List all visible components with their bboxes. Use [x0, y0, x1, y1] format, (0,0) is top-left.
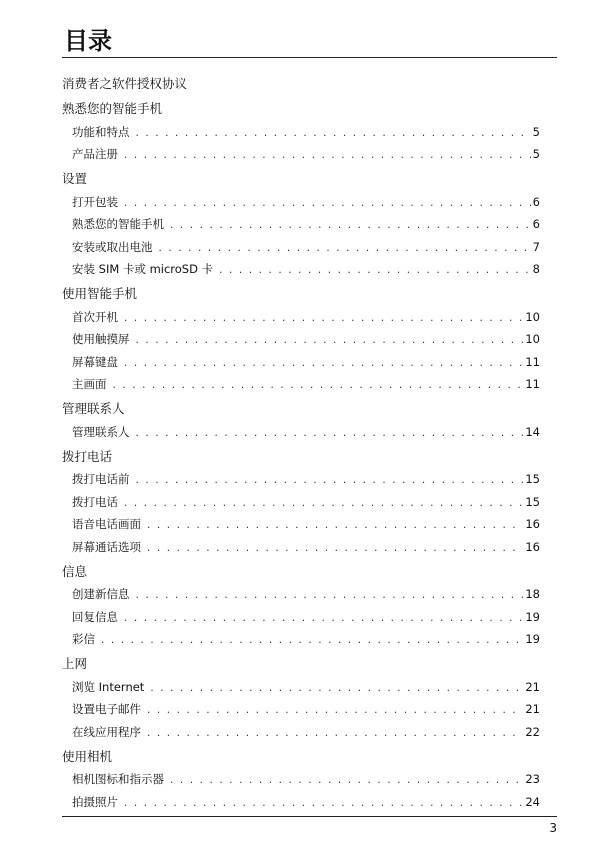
toc-entry-page: 16 — [525, 539, 540, 554]
toc-entry[interactable] — [62, 491, 540, 514]
toc-dot-leader — [136, 122, 531, 145]
table-of-contents — [62, 72, 540, 815]
toc-dot-leader — [147, 722, 523, 745]
toc-entry[interactable] — [62, 536, 540, 559]
toc-entry[interactable] — [62, 121, 540, 144]
toc-entry-page: 8 — [532, 262, 540, 276]
toc-entry[interactable] — [62, 768, 540, 791]
toc-entry-label: 设置电子邮件 — [72, 702, 141, 716]
toc-entry[interactable] — [62, 468, 540, 491]
toc-entry-label: 管理联系人 — [72, 424, 130, 439]
toc-dot-leader — [124, 192, 531, 215]
toc-entry-page: 15 — [525, 494, 540, 509]
footer-divider — [62, 816, 557, 817]
toc-entry-label: 屏幕键盘 — [72, 354, 118, 369]
toc-dot-leader — [124, 607, 523, 630]
toc-dot-leader — [113, 374, 524, 397]
toc-entry-label: 浏览 Internet — [72, 679, 145, 694]
toc-entry-label: 彩信 — [72, 632, 95, 646]
title-divider — [62, 57, 557, 58]
toc-entry-label: 在线应用程序 — [72, 724, 141, 739]
toc-section-heading[interactable]: 使用相机 — [62, 748, 113, 764]
toc-dot-leader — [147, 537, 523, 560]
toc-entry[interactable] — [62, 236, 540, 259]
toc-entry[interactable] — [62, 791, 540, 814]
toc-entry-page: 14 — [525, 424, 540, 439]
page-title: 目录 — [64, 27, 112, 55]
toc-dot-leader — [170, 769, 523, 792]
toc-entry[interactable] — [62, 583, 540, 606]
toc-dot-leader — [136, 584, 524, 607]
toc-entry[interactable] — [62, 191, 540, 214]
toc-dot-leader — [147, 514, 523, 537]
toc-dot-leader — [101, 629, 523, 652]
toc-dot-leader — [136, 422, 524, 445]
toc-entry-page: 21 — [525, 702, 540, 716]
toc-entry-label: 安装或取出电池 — [72, 239, 153, 254]
toc-entry-label: 熟悉您的智能手机 — [72, 217, 164, 231]
toc-entry-page: 6 — [532, 194, 540, 209]
toc-section-heading[interactable]: 拨打电话 — [62, 448, 113, 464]
toc-entry-page: 16 — [525, 517, 540, 531]
toc-entry-label: 相机图标和指示器 — [72, 772, 164, 786]
toc-section-heading[interactable]: 设置 — [62, 171, 88, 186]
toc-entry-label: 屏幕通话选项 — [72, 539, 141, 554]
toc-entry-page: 10 — [525, 332, 540, 346]
toc-entry-label: 功能和特点 — [72, 124, 130, 139]
toc-dot-leader — [124, 792, 523, 815]
toc-entry-page: 24 — [525, 794, 540, 809]
toc-entry-label: 产品注册 — [72, 147, 118, 161]
toc-entry-label: 拨打电话 — [72, 494, 118, 509]
toc-entry-label: 主画面 — [72, 377, 107, 391]
toc-entry[interactable] — [62, 351, 540, 374]
toc-entry[interactable] — [62, 721, 540, 744]
toc-dot-leader — [124, 307, 523, 330]
toc-entry[interactable] — [62, 328, 540, 351]
toc-entry-page: 19 — [525, 632, 540, 646]
toc-entry-label: 语音电话画面 — [72, 517, 141, 531]
toc-entry[interactable] — [62, 698, 540, 721]
toc-section-heading[interactable]: 熟悉您的智能手机 — [62, 101, 163, 116]
toc-entry-page: 10 — [525, 309, 540, 324]
toc-dot-leader — [159, 237, 531, 260]
toc-entry-page: 5 — [532, 124, 540, 139]
toc-entry-label: 回复信息 — [72, 609, 118, 624]
toc-entry[interactable] — [62, 143, 540, 166]
toc-dot-leader — [136, 329, 524, 352]
page-number: 3 — [549, 821, 557, 835]
toc-entry[interactable] — [62, 373, 540, 396]
toc-entry-label: 创建新信息 — [72, 587, 130, 601]
toc-entry-label: 拍摄照片 — [72, 794, 118, 809]
toc-dot-leader — [150, 677, 523, 700]
toc-entry[interactable] — [62, 421, 540, 444]
toc-entry-page: 7 — [532, 239, 540, 254]
toc-entry-label: 打开包装 — [72, 194, 118, 209]
toc-entry-page: 19 — [525, 609, 540, 624]
toc-entry-label: 拨打电话前 — [72, 472, 130, 486]
toc-section-heading[interactable]: 管理联系人 — [62, 401, 125, 416]
toc-section-heading[interactable]: 消费者之软件授权协议 — [62, 76, 188, 91]
toc-section-heading[interactable]: 上网 — [62, 656, 88, 671]
toc-dot-leader — [136, 469, 524, 492]
toc-entry[interactable] — [62, 606, 540, 629]
toc-entry-page: 6 — [532, 217, 540, 231]
toc-entry-page: 22 — [525, 724, 540, 739]
toc-entry-page: 11 — [525, 354, 540, 369]
toc-dot-leader — [124, 144, 531, 167]
toc-entry-page: 15 — [525, 472, 540, 486]
toc-dot-leader — [170, 214, 531, 237]
toc-entry[interactable] — [62, 306, 540, 329]
toc-entry[interactable] — [62, 676, 540, 699]
toc-entry-label: 使用触摸屏 — [72, 332, 130, 346]
toc-entry-page: 5 — [532, 147, 540, 161]
toc-entry[interactable] — [62, 513, 540, 536]
toc-dot-leader — [219, 259, 531, 282]
toc-entry[interactable] — [62, 258, 540, 281]
toc-section-heading[interactable]: 使用智能手机 — [62, 286, 138, 301]
toc-section-heading[interactable]: 信息 — [62, 563, 88, 579]
toc-entry-label: 首次开机 — [72, 309, 118, 324]
toc-entry-page: 11 — [525, 377, 540, 391]
toc-dot-leader — [124, 492, 523, 515]
toc-dot-leader — [147, 699, 523, 722]
toc-entry[interactable] — [62, 628, 540, 651]
toc-entry-page: 18 — [525, 587, 540, 601]
toc-dot-leader — [124, 352, 523, 375]
toc-entry-page: 23 — [525, 772, 540, 786]
toc-entry-page: 21 — [525, 679, 540, 694]
toc-entry-label: 安装 SIM 卡或 microSD 卡 — [72, 262, 214, 276]
toc-entry[interactable] — [62, 213, 540, 236]
